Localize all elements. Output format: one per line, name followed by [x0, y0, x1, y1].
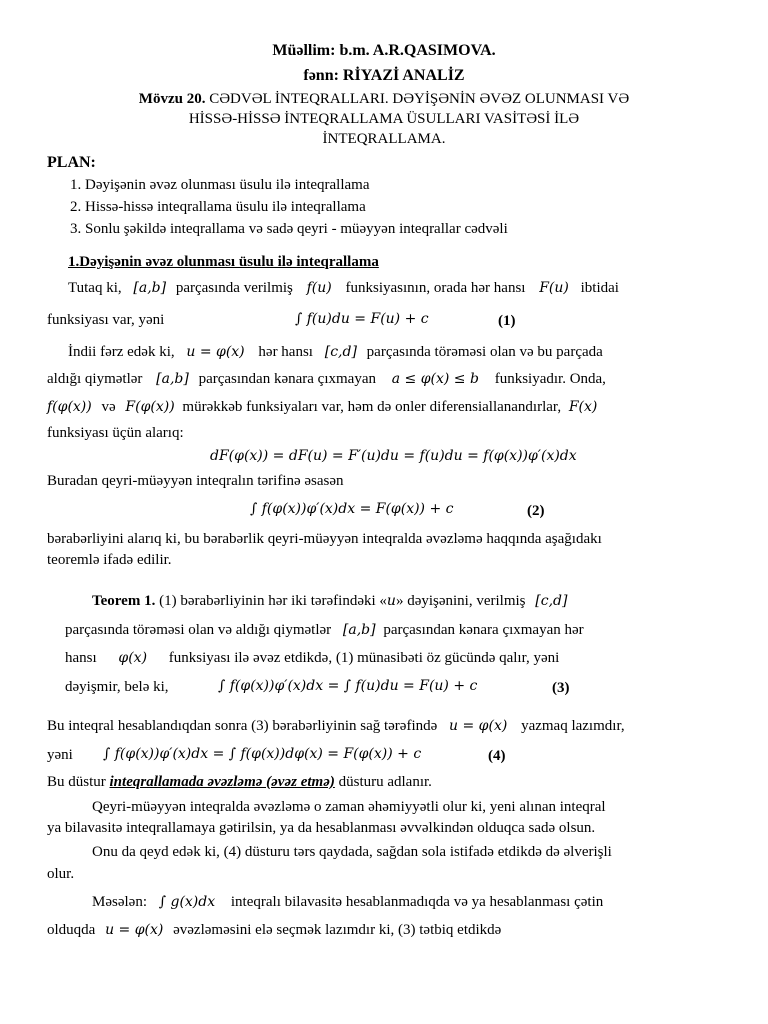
math-F-phi: F(φ(x)) — [125, 399, 175, 415]
text: dəyişmir, belə ki, — [65, 679, 169, 695]
math-f-phi: f(φ(x)) — [47, 399, 92, 415]
text: aldığı qiymətlər — [47, 371, 143, 387]
text: Məsələn: — [92, 894, 147, 910]
math-inequality: a ≤ φ(x) ≤ b — [391, 371, 479, 387]
equation-number: (2) — [527, 503, 545, 519]
paragraph-line — [47, 920, 501, 940]
theorem-line — [65, 648, 559, 668]
equation-2: ∫ f(φ(x))φ′(x)dx = F(φ(x)) + c — [250, 501, 454, 517]
plan-item-1: 1. Dəyişənin əvəz olunması üsulu ilə inteqrallama — [70, 177, 370, 193]
text: Qeyri-müəyyən inteqralda əvəzləmə o zaman əhəmiyyətli olur ki, yeni alınan inteqral — [92, 799, 606, 815]
equation-differential: dF(φ(x)) = dF(u) = F′(u)du = f(u)du = f(φ(x))φ′(x)dx — [210, 448, 577, 464]
text: funksiyasının, orada hər hansı — [345, 280, 526, 296]
math-segment: [c,d] — [535, 593, 568, 609]
paragraph-line — [47, 716, 625, 736]
math-segment: [c,d] — [324, 344, 357, 360]
theorem-label: Teorem 1. — [92, 593, 156, 609]
teacher-line: Müəllim: b.m. A.R.QASIMOVA. — [272, 42, 496, 59]
text: Bu inteqral hesablandıqdan sonra (3) bərabərliyinin sağ tərəfində — [47, 718, 438, 734]
math-phi-x: φ(x) — [118, 650, 148, 666]
text: ibtidai — [580, 280, 619, 296]
paragraph-line — [68, 342, 603, 362]
theorem-line — [65, 620, 584, 640]
math-segment: [a,b] — [156, 371, 189, 387]
text: hər hansı — [258, 344, 313, 360]
paragraph-line — [47, 772, 432, 792]
math-segment: [a,b] — [133, 280, 167, 296]
text: İndii fərz edək ki, — [68, 344, 175, 360]
subject-line: fənn: RİYAZİ ANALİZ — [303, 67, 465, 84]
text: teoremlə ifadə edilir. — [47, 552, 172, 568]
plan-item-2: 2. Hissə-hissə inteqrallama üsulu ilə inteqrallama — [70, 199, 366, 215]
paragraph-line — [92, 892, 603, 912]
theorem-line — [92, 591, 567, 611]
equation-number: (1) — [498, 313, 516, 329]
text: əvəzləməsini elə seçmək lazımdır ki, (3) tətbiq etdikdə — [173, 922, 502, 938]
text: Buradan qeyri-müəyyən inteqralın tərifinə əsasən — [47, 473, 344, 489]
section-1-heading: 1.Dəyişənin əvəz olunması üsulu ilə inteqrallama — [68, 254, 379, 270]
math-u-phi: u = φ(x) — [449, 718, 508, 734]
topic-prefix: Mövzu 20. — [138, 91, 206, 107]
topic-title-1: CƏDVƏL İNTEQRALLARI. DƏYİŞƏNİN ƏVƏZ OLUNMASI VƏ — [209, 91, 630, 107]
text: parçasında verilmiş — [175, 280, 293, 296]
text: yəni — [47, 747, 73, 763]
plan-title: PLAN: — [47, 154, 96, 171]
text: » dəyişənini, verilmiş — [395, 593, 526, 609]
text: yazmaq lazımdır, — [521, 718, 625, 734]
text: olduqda — [47, 922, 96, 938]
text: funksiyası ilə əvəz etdikdə, (1) münasibəti öz gücündə qalır, yəni — [168, 650, 560, 666]
text: funksiyası üçün alarıq: — [47, 425, 184, 441]
math-F-u: F(u) — [539, 280, 569, 296]
math-u-phi: u = φ(x) — [186, 344, 245, 360]
equation-4: ∫ f(φ(x))φ′(x)dx = ∫ f(φ(x))dφ(x) = F(φ(x)) + c — [103, 746, 422, 762]
text: və — [101, 399, 116, 415]
text: bərabərliyini alarıq ki, bu bərabərlik qeyri-müəyyən inteqralda əvəzləmə haqqında aşağıdakı — [47, 531, 602, 547]
text: hansı — [65, 650, 97, 666]
paragraph-line — [47, 397, 597, 417]
equation-number: (4) — [488, 748, 506, 764]
equation-3: ∫ f(φ(x))φ′(x)dx = ∫ f(u)du = F(u) + c — [218, 678, 478, 694]
plan-item-3: 3. Sonlu şəkildə inteqrallama və sadə qeyri - müəyyən inteqrallar cədvəli — [70, 221, 508, 237]
text: mürəkkəb funksiyaları var, həm də onler diferensiallanandırlar, — [182, 399, 562, 415]
emphasis-text: inteqrallamada əvəzləmə (əvəz etmə) — [109, 774, 335, 790]
math-segment: [a,b] — [342, 622, 376, 638]
math-f-u: f(u) — [306, 280, 332, 296]
text: Onu da qeyd edək ki, (4) düsturu tərs qaydada, sağdan sola istifadə etdikdə də əlverişli — [92, 844, 612, 860]
topic-line-1 — [0, 91, 768, 108]
text: ya bilavasitə inteqrallamaya gətirilsin, ya da hesablanması əvvəlkindən olduqca sadə olsun. — [47, 820, 596, 836]
equation-number: (3) — [552, 680, 570, 696]
topic-line-3: İNTEQRALLAMA. — [322, 131, 446, 147]
text: parçasından kənara çıxmayan — [198, 371, 376, 387]
text: Tutaq ki, — [68, 280, 122, 296]
text: parçasından kənara çıxmayan hər — [383, 622, 584, 638]
text: (1) bərabərliyinin hər iki tərəfindəki « — [159, 593, 387, 609]
equation-1: ∫ f(u)du = F(u) + c — [295, 311, 429, 327]
text: Bu düstur — [47, 774, 106, 790]
text: funksiyası var, yəni — [47, 312, 165, 328]
topic-line-2: HİSSƏ-HİSSƏ İNTEQRALLAMA ÜSULLARI VASİTƏSİ İLƏ — [188, 111, 580, 127]
paragraph-line — [47, 369, 606, 389]
math-u: u — [386, 593, 396, 609]
text: parçasında törəməsi olan və bu parçada — [366, 344, 603, 360]
text: parçasında törəməsi olan və aldığı qiymətlər — [65, 622, 332, 638]
text: funksiyadır. Onda, — [494, 371, 606, 387]
text: olur. — [47, 866, 75, 882]
math-F-x: F(x) — [568, 399, 598, 415]
math-integral-g: ∫ g(x)dx — [158, 894, 216, 910]
paragraph-line — [68, 278, 718, 298]
text: inteqralı bilavasitə hesablanmadıqda və ya hesablanması çətin — [230, 894, 604, 910]
text: düsturu adlanır. — [338, 774, 432, 790]
math-u-phi: u = φ(x) — [105, 922, 164, 938]
